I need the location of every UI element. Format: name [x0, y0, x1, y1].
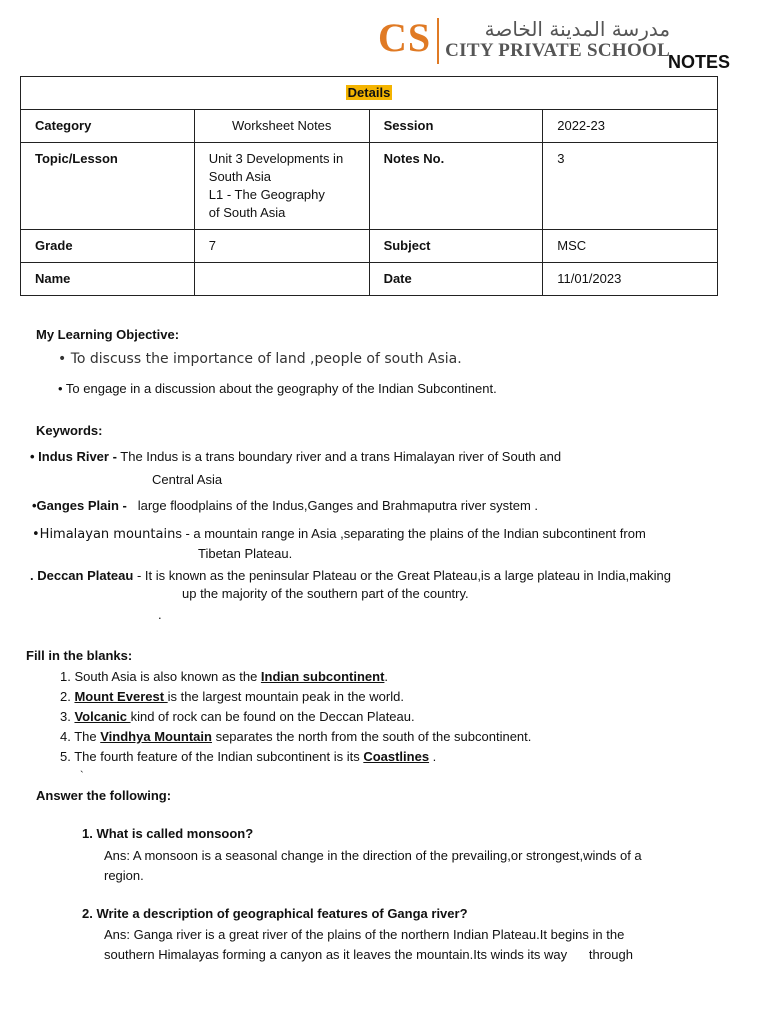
keyword-term: •Ganges Plain - [32, 498, 127, 513]
details-header-row [21, 77, 718, 110]
stray-dot: . [158, 607, 162, 622]
blank-answer: Indian subcontinent [260, 669, 385, 684]
date-value: 11/01/2023 [543, 263, 718, 296]
logo-cs-mark: CS [378, 15, 432, 60]
keyword-continuation: up the majority of the southern part of the country. [182, 586, 469, 601]
answer-line: Ans: Ganga river is a great river of the plains of the northern Indian Plateau.It begins in the [104, 927, 625, 942]
keyword-definition: large floodplains of the Indus,Ganges and Brahmaputra river system . [137, 498, 539, 513]
blank-answer: Vindhya Mountain [100, 729, 212, 744]
subject-value: MSC [543, 230, 718, 263]
details-header-cell [21, 77, 718, 110]
date-label: Date [369, 263, 543, 296]
fill-blanks-heading: Fill in the blanks: [26, 648, 133, 663]
question: 1. What is called monsoon? [82, 826, 254, 841]
keyword-continuation: Central Asia [152, 472, 223, 487]
objective-heading: My Learning Objective: [36, 327, 180, 342]
keyword-definition: - It is known as the peninsular Plateau or the Great Plateau,is a large plateau in India,making [136, 568, 671, 583]
list-item: 4. The Vindhya Mountain separates the north from the south of the subcontinent. [60, 729, 532, 744]
subject-label: Subject [369, 230, 543, 263]
list-item: 5. The fourth feature of the Indian subcontinent is its Coastlines . [60, 749, 437, 764]
keyword-term: . Deccan Plateau [30, 568, 134, 583]
grade-label: Grade [21, 230, 195, 263]
stray-mark: ` [80, 770, 84, 782]
keyword-term-suffix: s [175, 526, 182, 541]
answers-heading: Answer the following: [36, 788, 172, 803]
keyword-term: •Himalayan mountain [32, 527, 176, 542]
list-item: 2. Mount Everest is the largest mountain peak in the world. [60, 689, 404, 704]
logo-arabic-name: مدرسة المدينة الخاصة [484, 17, 671, 41]
keyword-continuation: Tibetan Plateau. [198, 546, 293, 561]
blank-answer: Volcanic [74, 709, 131, 724]
session-label: Session [369, 110, 543, 143]
keyword-item [32, 525, 732, 544]
answer-line: Ans: A monsoon is a seasonal change in the direction of the prevailing,or strongest,winds of a [104, 848, 642, 863]
answer [104, 925, 633, 965]
topic-label: Topic/Lesson [21, 143, 195, 230]
answer-line: southern Himalayas forming a canyon as it leaves the mountain.Its winds its way through [104, 947, 633, 962]
list-item: 1. South Asia is also known as the Indian subcontinent. [60, 669, 389, 684]
name-field[interactable] [194, 263, 369, 296]
keyword-term: • Indus River - [30, 449, 117, 464]
keywords-heading: Keywords: [36, 423, 103, 438]
details-row [21, 110, 718, 143]
grade-value: 7 [194, 230, 369, 263]
logo-english-name: CITY PRIVATE SCHOOL [445, 40, 671, 61]
notes-no-value: 3 [543, 143, 718, 230]
name-label: Name [21, 263, 195, 296]
keyword-definition: The Indus is a trans boundary river and a trans Himalayan river of South and [120, 449, 562, 464]
question: 2. Write a description of geographical features of Ganga river? [82, 906, 468, 921]
school-logo [378, 15, 671, 64]
keyword-definition: - a mountain range in Asia ,separating the plains of the Indian subcontinent from [185, 526, 646, 541]
category-value: Worksheet Notes [194, 110, 369, 143]
blank-answer: Mount Everest [74, 689, 168, 704]
details-row [21, 143, 718, 230]
logo-divider [437, 18, 439, 64]
keyword-item [30, 567, 732, 585]
category-label: Category [21, 110, 195, 143]
notes-no-label: Notes No. [369, 143, 543, 230]
objective-item: • To discuss the importance of land ,people of south Asia. [58, 351, 462, 367]
answer [104, 846, 642, 886]
keyword-item [30, 448, 561, 466]
details-row [21, 263, 718, 296]
answer-line: region. [104, 868, 144, 883]
details-title: Details [347, 85, 391, 100]
fill-blanks-list [60, 667, 531, 767]
notes-title: NOTES [668, 52, 731, 72]
list-item: 3. Volcanic kind of rock can be found on the Deccan Plateau. [60, 709, 415, 724]
details-table [20, 76, 718, 296]
session-value: 2022-23 [543, 110, 718, 143]
logo-text [445, 18, 670, 62]
details-row [21, 230, 718, 263]
blank-answer: Coastlines [363, 749, 430, 764]
keyword-item [32, 497, 538, 515]
objective-item: • To engage in a discussion about the geography of the Indian Subcontinent. [58, 381, 497, 396]
topic-value: Unit 3 Developments in South Asia L1 - The Geography of South Asia [194, 143, 369, 230]
